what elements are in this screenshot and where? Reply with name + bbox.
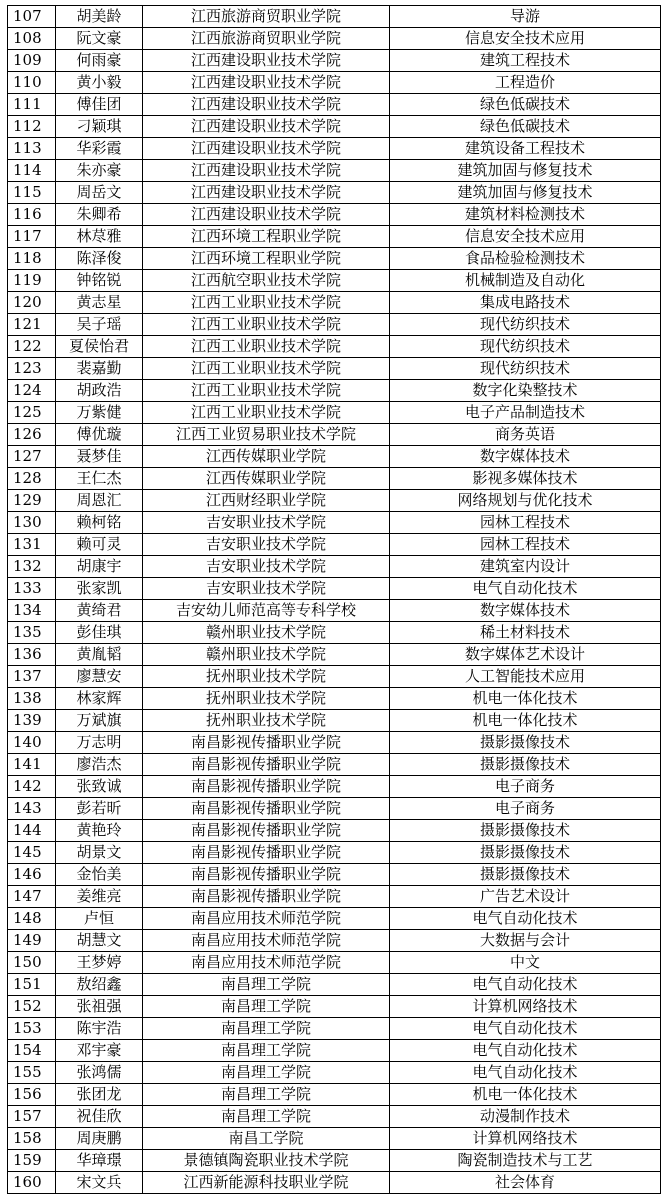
major-name-cell: 摄影摄像技术 xyxy=(390,820,661,842)
major-name-cell: 园林工程技术 xyxy=(390,512,661,534)
major-name-cell: 动漫制作技术 xyxy=(390,1106,661,1128)
serial-number-cell: 139 xyxy=(8,710,56,732)
student-name-cell: 胡慧文 xyxy=(56,930,143,952)
table-row xyxy=(8,798,661,820)
major-name-cell: 影视多媒体技术 xyxy=(390,468,661,490)
school-name-cell: 江西工业职业技术学院 xyxy=(143,380,390,402)
school-name-cell: 南昌影视传播职业学院 xyxy=(143,798,390,820)
student-name-cell: 赖柯铭 xyxy=(56,512,143,534)
serial-number-cell: 114 xyxy=(8,160,56,182)
student-name-cell: 周庚鹏 xyxy=(56,1128,143,1150)
table-row xyxy=(8,644,661,666)
school-name-cell: 吉安幼儿师范高等专科学校 xyxy=(143,600,390,622)
table-row xyxy=(8,138,661,160)
serial-number-cell: 151 xyxy=(8,974,56,996)
major-name-cell: 计算机网络技术 xyxy=(390,996,661,1018)
school-name-cell: 江西财经职业学院 xyxy=(143,490,390,512)
major-name-cell: 稀土材料技术 xyxy=(390,622,661,644)
student-name-cell: 赖可灵 xyxy=(56,534,143,556)
major-name-cell: 现代纺织技术 xyxy=(390,358,661,380)
serial-number-cell: 127 xyxy=(8,446,56,468)
table-row xyxy=(8,358,661,380)
table-row xyxy=(8,512,661,534)
school-name-cell: 江西建设职业技术学院 xyxy=(143,182,390,204)
table-row xyxy=(8,666,661,688)
table-row xyxy=(8,1150,661,1172)
school-name-cell: 南昌影视传播职业学院 xyxy=(143,820,390,842)
serial-number-cell: 130 xyxy=(8,512,56,534)
serial-number-cell: 158 xyxy=(8,1128,56,1150)
school-name-cell: 南昌理工学院 xyxy=(143,1106,390,1128)
serial-number-cell: 146 xyxy=(8,864,56,886)
serial-number-cell: 155 xyxy=(8,1062,56,1084)
school-name-cell: 抚州职业技术学院 xyxy=(143,710,390,732)
major-name-cell: 大数据与会计 xyxy=(390,930,661,952)
serial-number-cell: 134 xyxy=(8,600,56,622)
student-name-cell: 张团龙 xyxy=(56,1084,143,1106)
table-row xyxy=(8,754,661,776)
major-name-cell: 数字媒体技术 xyxy=(390,600,661,622)
major-name-cell: 中文 xyxy=(390,952,661,974)
school-name-cell: 吉安职业技术学院 xyxy=(143,556,390,578)
school-name-cell: 抚州职业技术学院 xyxy=(143,688,390,710)
serial-number-cell: 116 xyxy=(8,204,56,226)
table-row xyxy=(8,94,661,116)
school-name-cell: 抚州职业技术学院 xyxy=(143,666,390,688)
school-name-cell: 南昌应用技术师范学院 xyxy=(143,952,390,974)
serial-number-cell: 135 xyxy=(8,622,56,644)
serial-number-cell: 119 xyxy=(8,270,56,292)
table-row xyxy=(8,1172,661,1194)
major-name-cell: 建筑加固与修复技术 xyxy=(390,160,661,182)
school-name-cell: 江西工业职业技术学院 xyxy=(143,314,390,336)
major-name-cell: 电气自动化技术 xyxy=(390,1062,661,1084)
serial-number-cell: 118 xyxy=(8,248,56,270)
student-name-cell: 邓宇豪 xyxy=(56,1040,143,1062)
table-row xyxy=(8,600,661,622)
school-name-cell: 吉安职业技术学院 xyxy=(143,578,390,600)
serial-number-cell: 121 xyxy=(8,314,56,336)
serial-number-cell: 143 xyxy=(8,798,56,820)
table-row xyxy=(8,1018,661,1040)
table-row xyxy=(8,336,661,358)
major-name-cell: 建筑材料检测技术 xyxy=(390,204,661,226)
school-name-cell: 南昌工学院 xyxy=(143,1128,390,1150)
serial-number-cell: 157 xyxy=(8,1106,56,1128)
major-name-cell: 绿色低碳技术 xyxy=(390,116,661,138)
serial-number-cell: 131 xyxy=(8,534,56,556)
student-name-cell: 张祖强 xyxy=(56,996,143,1018)
student-name-cell: 敖绍鑫 xyxy=(56,974,143,996)
major-name-cell: 建筑室内设计 xyxy=(390,556,661,578)
student-name-cell: 傅佳团 xyxy=(56,94,143,116)
major-name-cell: 摄影摄像技术 xyxy=(390,842,661,864)
school-name-cell: 江西建设职业技术学院 xyxy=(143,50,390,72)
school-name-cell: 吉安职业技术学院 xyxy=(143,512,390,534)
student-name-cell: 聂梦佳 xyxy=(56,446,143,468)
serial-number-cell: 142 xyxy=(8,776,56,798)
table-row xyxy=(8,248,661,270)
table-row xyxy=(8,710,661,732)
serial-number-cell: 150 xyxy=(8,952,56,974)
serial-number-cell: 145 xyxy=(8,842,56,864)
serial-number-cell: 129 xyxy=(8,490,56,512)
school-name-cell: 江西工业职业技术学院 xyxy=(143,358,390,380)
serial-number-cell: 120 xyxy=(8,292,56,314)
table-row xyxy=(8,116,661,138)
serial-number-cell: 138 xyxy=(8,688,56,710)
major-name-cell: 摄影摄像技术 xyxy=(390,732,661,754)
table-row xyxy=(8,50,661,72)
table-row xyxy=(8,776,661,798)
serial-number-cell: 147 xyxy=(8,886,56,908)
table-row xyxy=(8,1062,661,1084)
table-row xyxy=(8,578,661,600)
school-name-cell: 江西工业职业技术学院 xyxy=(143,292,390,314)
major-name-cell: 集成电路技术 xyxy=(390,292,661,314)
serial-number-cell: 124 xyxy=(8,380,56,402)
student-name-cell: 万斌旗 xyxy=(56,710,143,732)
student-name-cell: 傅优璇 xyxy=(56,424,143,446)
student-name-cell: 陈泽俊 xyxy=(56,248,143,270)
serial-number-cell: 115 xyxy=(8,182,56,204)
school-name-cell: 江西工业贸易职业技术学院 xyxy=(143,424,390,446)
major-name-cell: 社会体育 xyxy=(390,1172,661,1194)
table-row xyxy=(8,182,661,204)
student-name-cell: 胡政浩 xyxy=(56,380,143,402)
table-row xyxy=(8,996,661,1018)
serial-number-cell: 153 xyxy=(8,1018,56,1040)
student-name-cell: 裴嘉勤 xyxy=(56,358,143,380)
table-row xyxy=(8,490,661,512)
major-name-cell: 数字媒体艺术设计 xyxy=(390,644,661,666)
table-row xyxy=(8,556,661,578)
school-name-cell: 南昌理工学院 xyxy=(143,1018,390,1040)
student-name-cell: 张致诚 xyxy=(56,776,143,798)
major-name-cell: 建筑工程技术 xyxy=(390,50,661,72)
table-row xyxy=(8,468,661,490)
student-name-cell: 张鸿儒 xyxy=(56,1062,143,1084)
serial-number-cell: 128 xyxy=(8,468,56,490)
student-name-cell: 周恩汇 xyxy=(56,490,143,512)
major-name-cell: 机电一体化技术 xyxy=(390,710,661,732)
school-name-cell: 南昌影视传播职业学院 xyxy=(143,776,390,798)
student-name-cell: 周岳文 xyxy=(56,182,143,204)
table-row xyxy=(8,1106,661,1128)
serial-number-cell: 152 xyxy=(8,996,56,1018)
student-name-cell: 张家凯 xyxy=(56,578,143,600)
serial-number-cell: 144 xyxy=(8,820,56,842)
major-name-cell: 建筑加固与修复技术 xyxy=(390,182,661,204)
school-name-cell: 江西建设职业技术学院 xyxy=(143,94,390,116)
table-row xyxy=(8,424,661,446)
school-name-cell: 江西建设职业技术学院 xyxy=(143,160,390,182)
table-row xyxy=(8,864,661,886)
school-name-cell: 江西工业职业技术学院 xyxy=(143,402,390,424)
major-name-cell: 计算机网络技术 xyxy=(390,1128,661,1150)
major-name-cell: 电气自动化技术 xyxy=(390,1018,661,1040)
school-name-cell: 赣州职业技术学院 xyxy=(143,622,390,644)
major-name-cell: 工程造价 xyxy=(390,72,661,94)
student-name-cell: 万志明 xyxy=(56,732,143,754)
school-name-cell: 江西新能源科技职业学院 xyxy=(143,1172,390,1194)
student-name-cell: 刁颖琪 xyxy=(56,116,143,138)
student-name-cell: 万紫健 xyxy=(56,402,143,424)
serial-number-cell: 125 xyxy=(8,402,56,424)
school-name-cell: 南昌应用技术师范学院 xyxy=(143,930,390,952)
table-row xyxy=(8,952,661,974)
serial-number-cell: 110 xyxy=(8,72,56,94)
school-name-cell: 南昌理工学院 xyxy=(143,974,390,996)
serial-number-cell: 148 xyxy=(8,908,56,930)
student-name-cell: 王梦婷 xyxy=(56,952,143,974)
school-name-cell: 江西传媒职业学院 xyxy=(143,468,390,490)
school-name-cell: 江西传媒职业学院 xyxy=(143,446,390,468)
major-name-cell: 电子商务 xyxy=(390,776,661,798)
student-name-cell: 彭佳琪 xyxy=(56,622,143,644)
table-row xyxy=(8,72,661,94)
major-name-cell: 数字化染整技术 xyxy=(390,380,661,402)
table-row xyxy=(8,908,661,930)
table-row xyxy=(8,1128,661,1150)
major-name-cell: 机电一体化技术 xyxy=(390,1084,661,1106)
table-row xyxy=(8,732,661,754)
serial-number-cell: 149 xyxy=(8,930,56,952)
major-name-cell: 信息安全技术应用 xyxy=(390,226,661,248)
major-name-cell: 电气自动化技术 xyxy=(390,908,661,930)
serial-number-cell: 132 xyxy=(8,556,56,578)
school-name-cell: 南昌理工学院 xyxy=(143,1040,390,1062)
table-row xyxy=(8,820,661,842)
student-name-cell: 廖慧安 xyxy=(56,666,143,688)
student-name-cell: 陈宇浩 xyxy=(56,1018,143,1040)
major-name-cell: 食品检验检测技术 xyxy=(390,248,661,270)
school-name-cell: 江西环境工程职业学院 xyxy=(143,248,390,270)
major-name-cell: 电气自动化技术 xyxy=(390,578,661,600)
school-name-cell: 江西旅游商贸职业学院 xyxy=(143,28,390,50)
table-row xyxy=(8,622,661,644)
table-row xyxy=(8,1084,661,1106)
student-name-cell: 黄艳玲 xyxy=(56,820,143,842)
student-name-cell: 姜维亮 xyxy=(56,886,143,908)
serial-number-cell: 111 xyxy=(8,94,56,116)
student-name-cell: 胡景文 xyxy=(56,842,143,864)
student-name-cell: 王仁杰 xyxy=(56,468,143,490)
major-name-cell: 现代纺织技术 xyxy=(390,336,661,358)
student-name-cell: 钟铭锐 xyxy=(56,270,143,292)
table-row xyxy=(8,446,661,468)
student-name-cell: 阮文豪 xyxy=(56,28,143,50)
table-row xyxy=(8,314,661,336)
major-name-cell: 网络规划与优化技术 xyxy=(390,490,661,512)
student-name-cell: 朱卿希 xyxy=(56,204,143,226)
major-name-cell: 信息安全技术应用 xyxy=(390,28,661,50)
table-row xyxy=(8,1040,661,1062)
school-name-cell: 南昌影视传播职业学院 xyxy=(143,842,390,864)
school-name-cell: 赣州职业技术学院 xyxy=(143,644,390,666)
school-name-cell: 江西环境工程职业学院 xyxy=(143,226,390,248)
serial-number-cell: 108 xyxy=(8,28,56,50)
serial-number-cell: 160 xyxy=(8,1172,56,1194)
school-name-cell: 江西旅游商贸职业学院 xyxy=(143,6,390,28)
school-name-cell: 南昌理工学院 xyxy=(143,996,390,1018)
student-name-cell: 黄小毅 xyxy=(56,72,143,94)
school-name-cell: 南昌理工学院 xyxy=(143,1084,390,1106)
major-name-cell: 人工智能技术应用 xyxy=(390,666,661,688)
major-name-cell: 电子产品制造技术 xyxy=(390,402,661,424)
school-name-cell: 南昌影视传播职业学院 xyxy=(143,732,390,754)
serial-number-cell: 141 xyxy=(8,754,56,776)
serial-number-cell: 112 xyxy=(8,116,56,138)
roster-table xyxy=(7,5,661,1194)
school-name-cell: 景德镇陶瓷职业技术学院 xyxy=(143,1150,390,1172)
major-name-cell: 电气自动化技术 xyxy=(390,974,661,996)
serial-number-cell: 113 xyxy=(8,138,56,160)
major-name-cell: 机械制造及自动化 xyxy=(390,270,661,292)
table-row xyxy=(8,930,661,952)
student-name-cell: 金怡美 xyxy=(56,864,143,886)
student-name-cell: 华璋璟 xyxy=(56,1150,143,1172)
school-name-cell: 江西建设职业技术学院 xyxy=(143,72,390,94)
table-row xyxy=(8,204,661,226)
school-name-cell: 南昌影视传播职业学院 xyxy=(143,886,390,908)
school-name-cell: 江西建设职业技术学院 xyxy=(143,204,390,226)
serial-number-cell: 126 xyxy=(8,424,56,446)
table-row xyxy=(8,380,661,402)
major-name-cell: 现代纺织技术 xyxy=(390,314,661,336)
school-name-cell: 吉安职业技术学院 xyxy=(143,534,390,556)
major-name-cell: 摄影摄像技术 xyxy=(390,864,661,886)
serial-number-cell: 136 xyxy=(8,644,56,666)
table-row xyxy=(8,270,661,292)
major-name-cell: 建筑设备工程技术 xyxy=(390,138,661,160)
table-row xyxy=(8,534,661,556)
major-name-cell: 商务英语 xyxy=(390,424,661,446)
student-name-cell: 何雨豪 xyxy=(56,50,143,72)
major-name-cell: 陶瓷制造技术与工艺 xyxy=(390,1150,661,1172)
roster-rows xyxy=(8,6,661,1194)
student-name-cell: 林荩雅 xyxy=(56,226,143,248)
major-name-cell: 广告艺术设计 xyxy=(390,886,661,908)
student-name-cell: 廖浩杰 xyxy=(56,754,143,776)
student-name-cell: 夏侯怡君 xyxy=(56,336,143,358)
table-row xyxy=(8,974,661,996)
student-name-cell: 林家辉 xyxy=(56,688,143,710)
serial-number-cell: 140 xyxy=(8,732,56,754)
table-row xyxy=(8,886,661,908)
school-name-cell: 南昌影视传播职业学院 xyxy=(143,864,390,886)
school-name-cell: 南昌影视传播职业学院 xyxy=(143,754,390,776)
major-name-cell: 电气自动化技术 xyxy=(390,1040,661,1062)
student-name-cell: 宋文兵 xyxy=(56,1172,143,1194)
student-name-cell: 祝佳欣 xyxy=(56,1106,143,1128)
student-name-cell: 黄志星 xyxy=(56,292,143,314)
serial-number-cell: 154 xyxy=(8,1040,56,1062)
table-row xyxy=(8,842,661,864)
student-name-cell: 胡美龄 xyxy=(56,6,143,28)
serial-number-cell: 123 xyxy=(8,358,56,380)
major-name-cell: 园林工程技术 xyxy=(390,534,661,556)
major-name-cell: 导游 xyxy=(390,6,661,28)
table-row xyxy=(8,6,661,28)
serial-number-cell: 107 xyxy=(8,6,56,28)
school-name-cell: 江西建设职业技术学院 xyxy=(143,138,390,160)
serial-number-cell: 117 xyxy=(8,226,56,248)
school-name-cell: 江西航空职业技术学院 xyxy=(143,270,390,292)
table-row xyxy=(8,28,661,50)
student-name-cell: 黄胤韬 xyxy=(56,644,143,666)
major-name-cell: 数字媒体技术 xyxy=(390,446,661,468)
serial-number-cell: 156 xyxy=(8,1084,56,1106)
serial-number-cell: 137 xyxy=(8,666,56,688)
major-name-cell: 机电一体化技术 xyxy=(390,688,661,710)
serial-number-cell: 133 xyxy=(8,578,56,600)
serial-number-cell: 122 xyxy=(8,336,56,358)
student-name-cell: 朱亦豪 xyxy=(56,160,143,182)
major-name-cell: 绿色低碳技术 xyxy=(390,94,661,116)
school-name-cell: 江西工业职业技术学院 xyxy=(143,336,390,358)
serial-number-cell: 159 xyxy=(8,1150,56,1172)
table-row xyxy=(8,160,661,182)
student-name-cell: 卢恒 xyxy=(56,908,143,930)
major-name-cell: 摄影摄像技术 xyxy=(390,754,661,776)
student-name-cell: 华彩霞 xyxy=(56,138,143,160)
table-row xyxy=(8,688,661,710)
table-row xyxy=(8,402,661,424)
table-row xyxy=(8,226,661,248)
student-name-cell: 胡康宇 xyxy=(56,556,143,578)
major-name-cell: 电子商务 xyxy=(390,798,661,820)
school-name-cell: 江西建设职业技术学院 xyxy=(143,116,390,138)
school-name-cell: 南昌理工学院 xyxy=(143,1062,390,1084)
serial-number-cell: 109 xyxy=(8,50,56,72)
table-row xyxy=(8,292,661,314)
student-name-cell: 吴子瑶 xyxy=(56,314,143,336)
student-name-cell: 黄绮君 xyxy=(56,600,143,622)
student-name-cell: 彭若昕 xyxy=(56,798,143,820)
school-name-cell: 南昌应用技术师范学院 xyxy=(143,908,390,930)
